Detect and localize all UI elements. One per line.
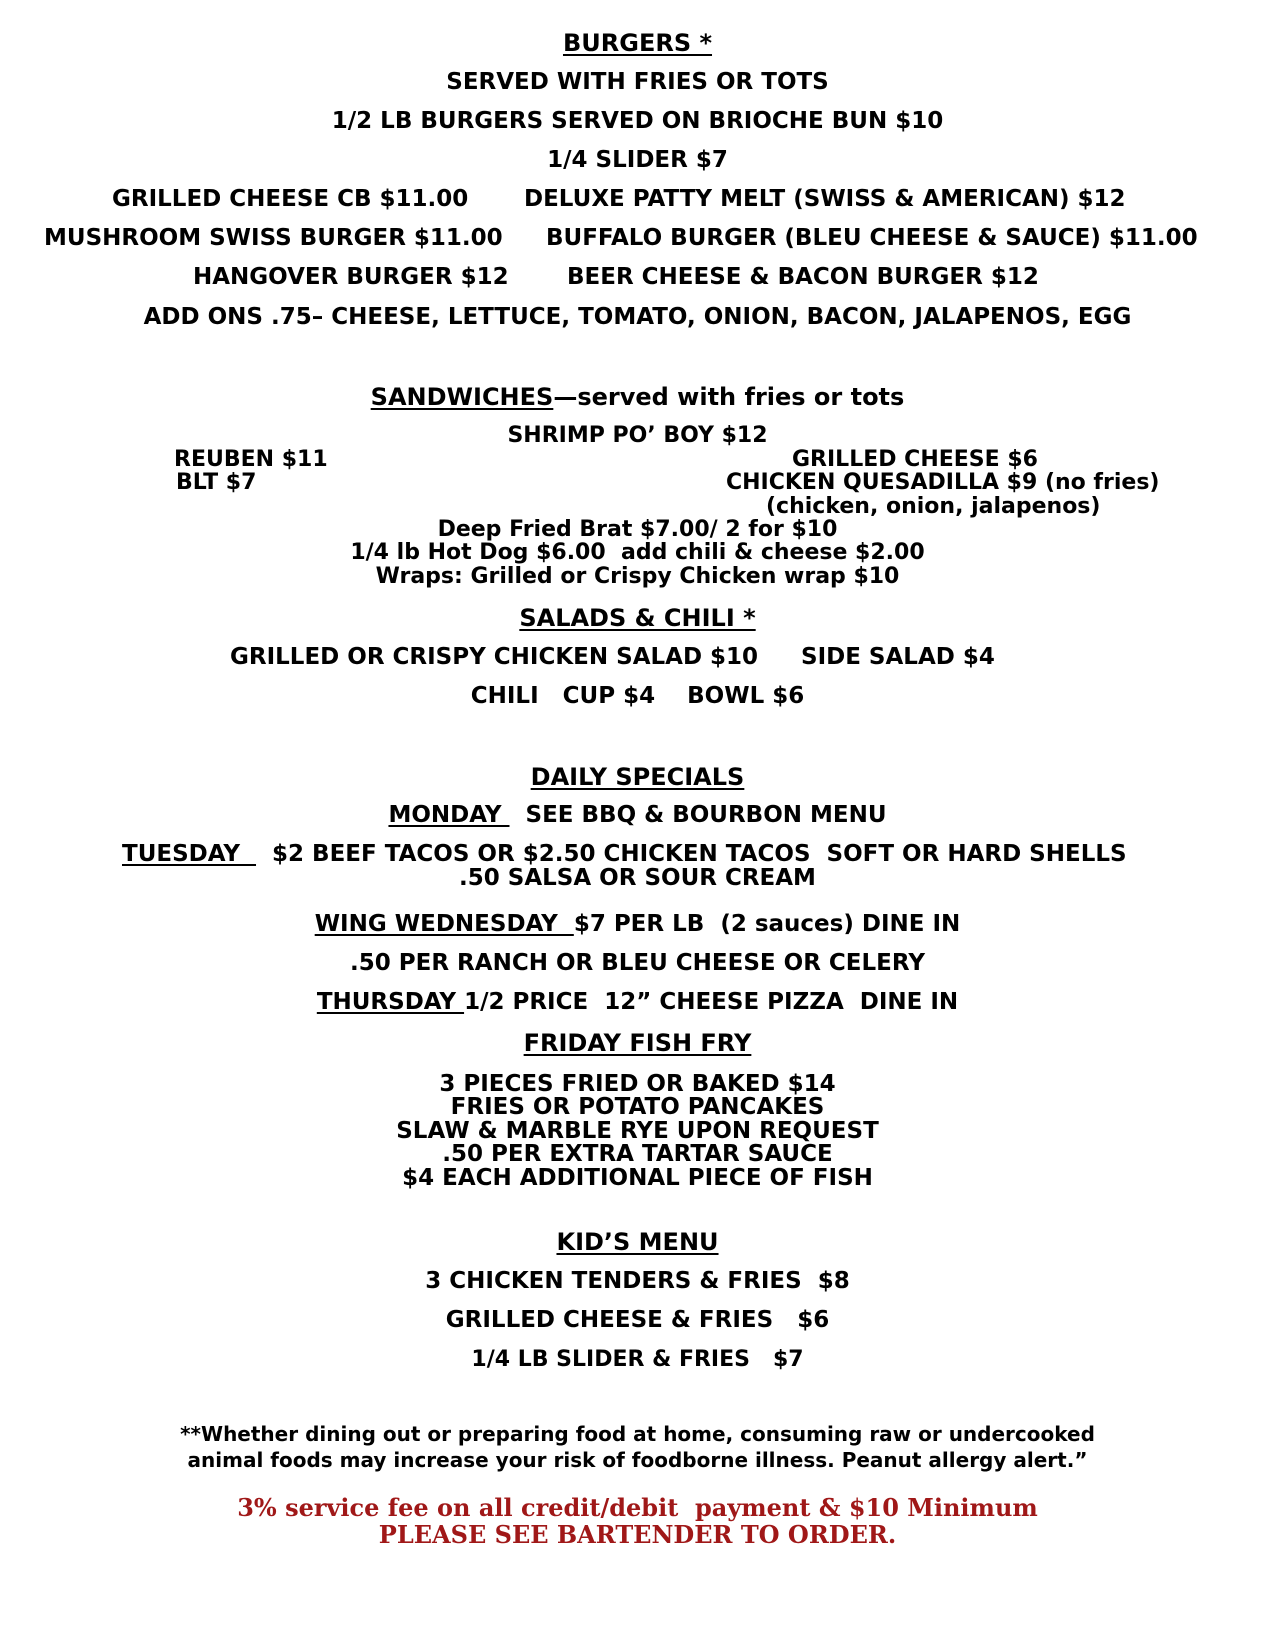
- reuben: REUBEN $11: [174, 447, 328, 472]
- tuesday-label: TUESDAY: [122, 841, 257, 867]
- monday-text: SEE BBQ & BOURBON MENU: [509, 802, 887, 828]
- fish-line: 3 PIECES FRIED OR BAKED $14: [439, 1071, 836, 1097]
- monday-label: MONDAY: [388, 802, 510, 828]
- wednesday-extras: .50 PER RANCH OR BLEU CHEESE OR CELERY: [350, 950, 925, 976]
- buffalo-burger: BUFFALO BURGER (BLEU CHEESE & SAUCE) $11.00: [546, 225, 1198, 251]
- burgers-title: BURGERS *: [562, 29, 713, 57]
- wednesday-text: $7 PER LB (2 sauces) DINE IN: [573, 911, 961, 937]
- fish-fry-title: FRIDAY FISH FRY: [523, 1029, 752, 1057]
- sandwiches-heading: [0, 384, 1275, 410]
- thursday-special: [0, 989, 1275, 1015]
- order-notice: PLEASE SEE BARTENDER TO ORDER.: [378, 1520, 897, 1549]
- burgers-slider: 1/4 SLIDER $7: [547, 147, 728, 173]
- hangover-burger: HANGOVER BURGER $12: [193, 264, 509, 290]
- burgers-served-with: SERVED WITH FRIES OR TOTS: [446, 69, 829, 95]
- disclaimer-line: **Whether dining out or preparing food at home, consuming raw or undercooked: [180, 1422, 1095, 1446]
- burger-add-ons: ADD ONS .75– CHEESE, LETTUCE, TOMATO, ONION, BACON, JALAPENOS, EGG: [143, 304, 1132, 330]
- specials-title: DAILY SPECIALS: [530, 763, 745, 791]
- chicken-quesadilla: CHICKEN QUESADILLA $9 (no fries): [726, 470, 1160, 495]
- sandwich-grilled-cheese: GRILLED CHEESE $6: [792, 447, 1038, 472]
- sandwiches-title: SANDWICHES: [370, 383, 554, 411]
- beer-cheese-bacon-burger: BEER CHEESE & BACON BURGER $12: [567, 264, 1039, 290]
- kids-item: GRILLED CHEESE & FRIES $6: [445, 1307, 830, 1333]
- tuesday-text: $2 BEEF TACOS OR $2.50 CHICKEN TACOS SOFT OR HARD SHELLS: [256, 841, 1127, 867]
- fish-line: $4 EACH ADDITIONAL PIECE OF FISH: [402, 1165, 873, 1191]
- chili: CHILI CUP $4 BOWL $6: [470, 683, 805, 709]
- wednesday-special: [0, 911, 1275, 937]
- chicken-salad: GRILLED OR CRISPY CHICKEN SALAD $10: [230, 644, 759, 670]
- blt: BLT $7: [176, 470, 257, 495]
- fish-line: .50 PER EXTRA TARTAR SAUCE: [442, 1141, 833, 1167]
- deep-fried-brat: Deep Fried Brat $7.00/ 2 for $10: [437, 517, 838, 542]
- side-salad: SIDE SALAD $4: [801, 644, 995, 670]
- sandwiches-subtitle: —served with fries or tots: [553, 383, 905, 411]
- kids-item: 1/4 LB SLIDER & FRIES $7: [471, 1347, 804, 1372]
- service-fee-notice: 3% service fee on all credit/debit payment & $10 Minimum: [237, 1493, 1038, 1522]
- fish-line: FRIES OR POTATO PANCAKES: [450, 1094, 825, 1120]
- kids-item: 3 CHICKEN TENDERS & FRIES $8: [425, 1268, 850, 1294]
- wednesday-label: WING WEDNESDAY: [314, 911, 574, 937]
- hot-dog: 1/4 lb Hot Dog $6.00 add chili & cheese $2.00: [350, 540, 925, 565]
- disclaimer-line: animal foods may increase your risk of foodborne illness. Peanut allergy alert.”: [187, 1448, 1088, 1472]
- monday-special: [0, 802, 1275, 828]
- thursday-label: THURSDAY: [316, 989, 465, 1015]
- quesadilla-ingredients: (chicken, onion, jalapenos): [766, 494, 1101, 519]
- mushroom-swiss-burger: MUSHROOM SWISS BURGER $11.00: [44, 225, 503, 251]
- grilled-cheese-cb: GRILLED CHEESE CB $11.00: [112, 186, 469, 212]
- salads-title: SALADS & CHILI *: [519, 604, 756, 632]
- tuesday-special: [122, 841, 1127, 867]
- deluxe-patty-melt: DELUXE PATTY MELT (SWISS & AMERICAN) $12: [524, 186, 1126, 212]
- kids-menu-title: KID’S MENU: [556, 1228, 719, 1256]
- wraps: Wraps: Grilled or Crispy Chicken wrap $10: [375, 564, 900, 589]
- thursday-text: 1/2 PRICE 12” CHEESE PIZZA DINE IN: [464, 989, 959, 1015]
- burgers-half-lb: 1/2 LB BURGERS SERVED ON BRIOCHE BUN $10: [331, 108, 944, 134]
- fish-line: SLAW & MARBLE RYE UPON REQUEST: [396, 1118, 879, 1144]
- tuesday-extras: .50 SALSA OR SOUR CREAM: [459, 865, 816, 891]
- shrimp-po-boy: SHRIMP PO’ BOY $12: [507, 423, 768, 448]
